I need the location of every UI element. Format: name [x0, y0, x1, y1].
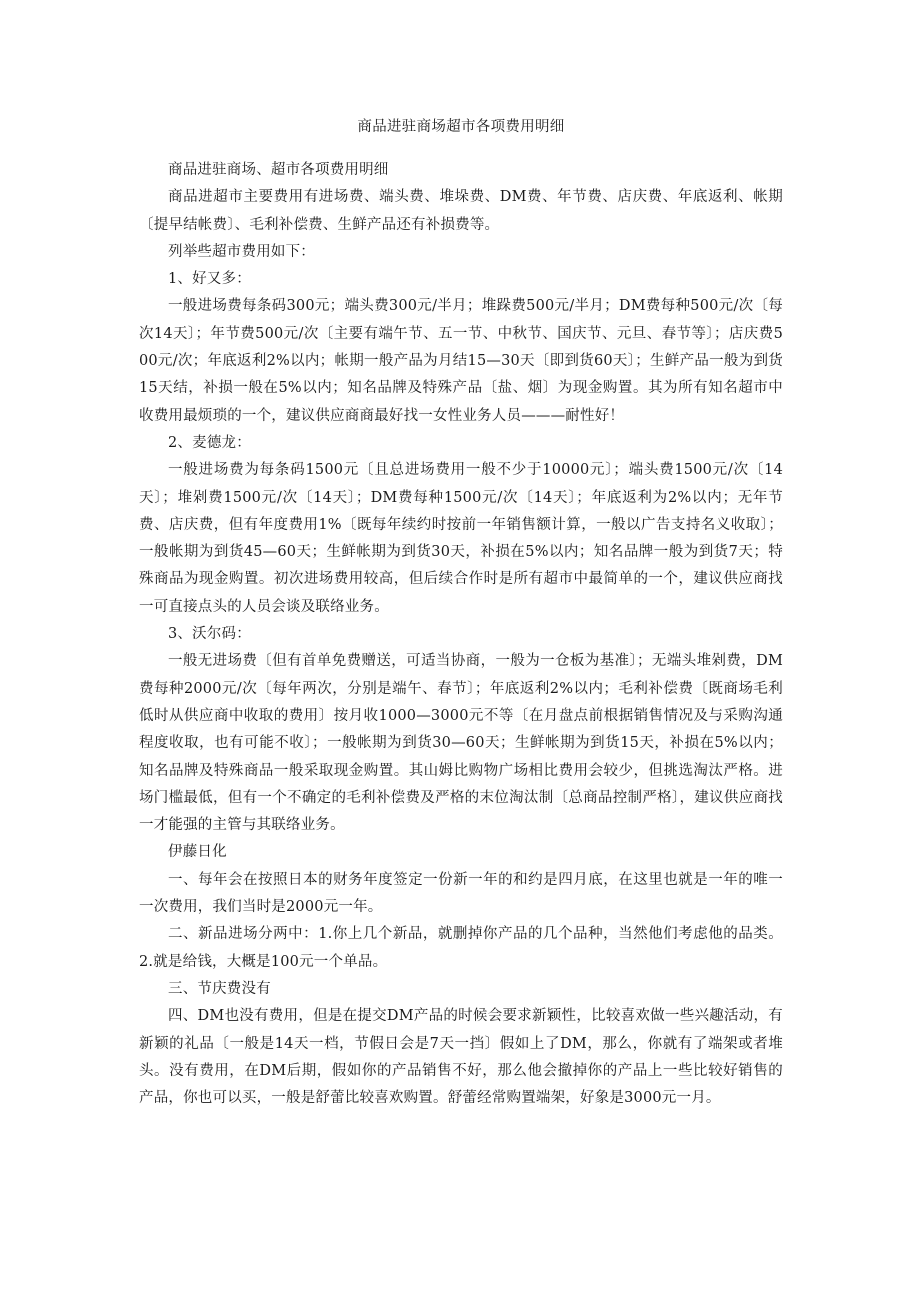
heading-haoyouduo: 1、好又多： — [168, 271, 251, 288]
heading-walmart: 3、沃尔码： — [168, 626, 251, 643]
heading-ito-yokado: 伊藤日化 — [168, 844, 227, 861]
paragraph-ito-3: 三、节庆费没有 — [168, 980, 271, 997]
paragraph-ito-4: 四、DM也没有费用，但是在提交DM产品的时候会要求新颖性，比较喜欢做一些兴趣活动，有新颖的礼品〔一般是14天一档，节假日会是7天一挡〕假如上了DM，那么，你就有了端架或者堆头。没有费用，在DM后期，假如你的产品销售不好，那么他会撤掉你的产品上一些比较好销售的产品，你也可以买，一般是舒蕾比较喜欢购置。舒蕾经常购置端架，好象是3000元一月。 — [139, 1008, 783, 1107]
heading-metro: 2、麦德龙： — [168, 434, 251, 451]
paragraph-intro: 商品进超市主要费用有进场费、端头费、堆垛费、DM费、年节费、店庆费、年底返利、帐期〔提早结帐费〕、毛利补偿费、生鲜产品还有补损费等。 — [139, 189, 783, 233]
paragraph-walmart: 一般无进场费〔但有首单免费赠送，可适当协商，一般为一仓板为基准〕；无端头堆剁费，DM费每种2000元/次〔每年两次，分别是端午、春节〕；年底返利2%以内；毛利补偿费〔既商场毛利低时从供应商中收取的费用〕按月收1000—3000元不等〔在月盘点前根据销售情况及与采购沟通程度收取，也有可能不收〕；一般帐期为到货30—60天；生鲜帐期为到货15天，补损在5%以内；知名品牌及特殊商品一般采取现金购置。其山姆比购物广场相比费用会较少，但挑选淘汰严格。进场门槛最低，但有一个不确定的毛利补偿费及严格的末位淘汰制〔总商品控制严格〕，建议供应商找一才能强的主管与其联络业务。 — [139, 653, 783, 834]
document-page — [139, 114, 783, 1112]
paragraph-ito-1: 一、每年会在按照日本的财务年度签定一份新一年的和约是四月底，在这里也就是一年的唯一一次费用，我们当时是2000元一年。 — [139, 871, 783, 916]
paragraph-list-intro: 列举些超市费用如下： — [168, 243, 315, 260]
paragraph-metro: 一般进场费为每条码1500元〔且总进场费用一般不少于10000元〕；端头费1500元/次〔14天〕；堆剁费1500元/次〔14天〕；DM费每种1500元/次〔14天〕；年底返利为2%以内；无年节费、店庆费，但有年度费用1%〔既每年续约时按前一年销售额计算，一般以广告支持名义收取〕；一般帐期为到货45—60天；生鲜帐期为到货30天，补损在5%以内；知名品牌一般为到货7天；特殊商品为现金购置。初次进场费用较高，但后续合作时是所有超市中最简单的一个，建议供应商找一可直接点头的人员会谈及联络业务。 — [139, 462, 783, 615]
paragraph-subtitle: 商品进驻商场、超市各项费用明细 — [168, 162, 389, 178]
paragraph-ito-2: 二、新品进场分两中：1.你上几个新品，就删掉你产品的几个品种，当然他们考虑他的品类。2.就是给钱，大概是100元一个单品。 — [139, 926, 783, 970]
paragraph-haoyouduo: 一般进场费每条码300元；端头费300元/半月；堆跺费500元/半月；DM费每种500元/次〔每次14天〕；年节费500元/次〔主要有端午节、五一节、中秋节、国庆节、元旦、春节等〕；店庆费500元/次；年底返利2%以内；帐期一般产品为月结15—30天〔即到货60天〕；生鲜产品一般为到货15天结，补损一般在5%以内；知名品牌及特殊产品〔盐、烟〕为现金购置。其为所有知名超市中收费用最烦琐的一个，建议供应商商最好找一女性业务人员———耐性好！ — [139, 298, 783, 424]
document-title: 商品进驻商场超市各项费用明细 — [357, 119, 565, 135]
